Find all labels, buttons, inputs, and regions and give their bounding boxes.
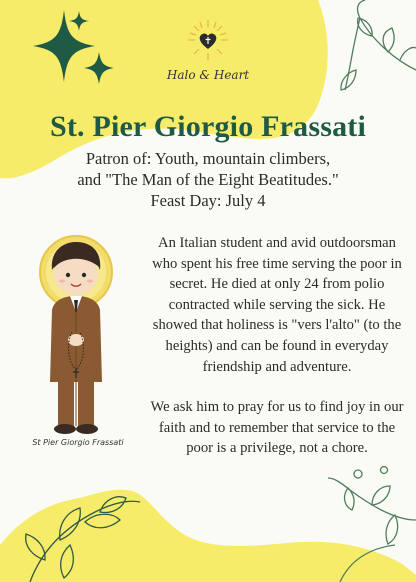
patron-info [20, 148, 396, 211]
feast-day-line: Feast Day: July 4 [150, 191, 266, 210]
description [148, 233, 406, 479]
paragraph-biography: An Italian student and avid outdoorsman who spent his free time serving the poor in secret. He died at only 24 from polio contracted while serving the sick. He showed that holiness is "vers l'alto" (to the heights) and can be found in everyday friendship and adventure. [152, 235, 402, 375]
halo-heart-icon [186, 18, 230, 62]
patron-line: Patron of: Youth, mountain climbers, [85, 149, 331, 168]
saint-illustration [30, 232, 122, 452]
patron-line: and "The Man of the Eight Beatitudes." [77, 170, 339, 189]
illustration-caption: St Pier Giorgio Frassati [32, 438, 124, 447]
paragraph-prayer: We ask him to pray for us to find joy in our faith and to remember that service to the poor is a privilege, not a chore. [150, 399, 404, 457]
page-title: St. Pier Giorgio Frassati [49, 110, 367, 143]
brand-logo [0, 18, 416, 82]
brand-name: Halo & Heart [166, 68, 250, 82]
